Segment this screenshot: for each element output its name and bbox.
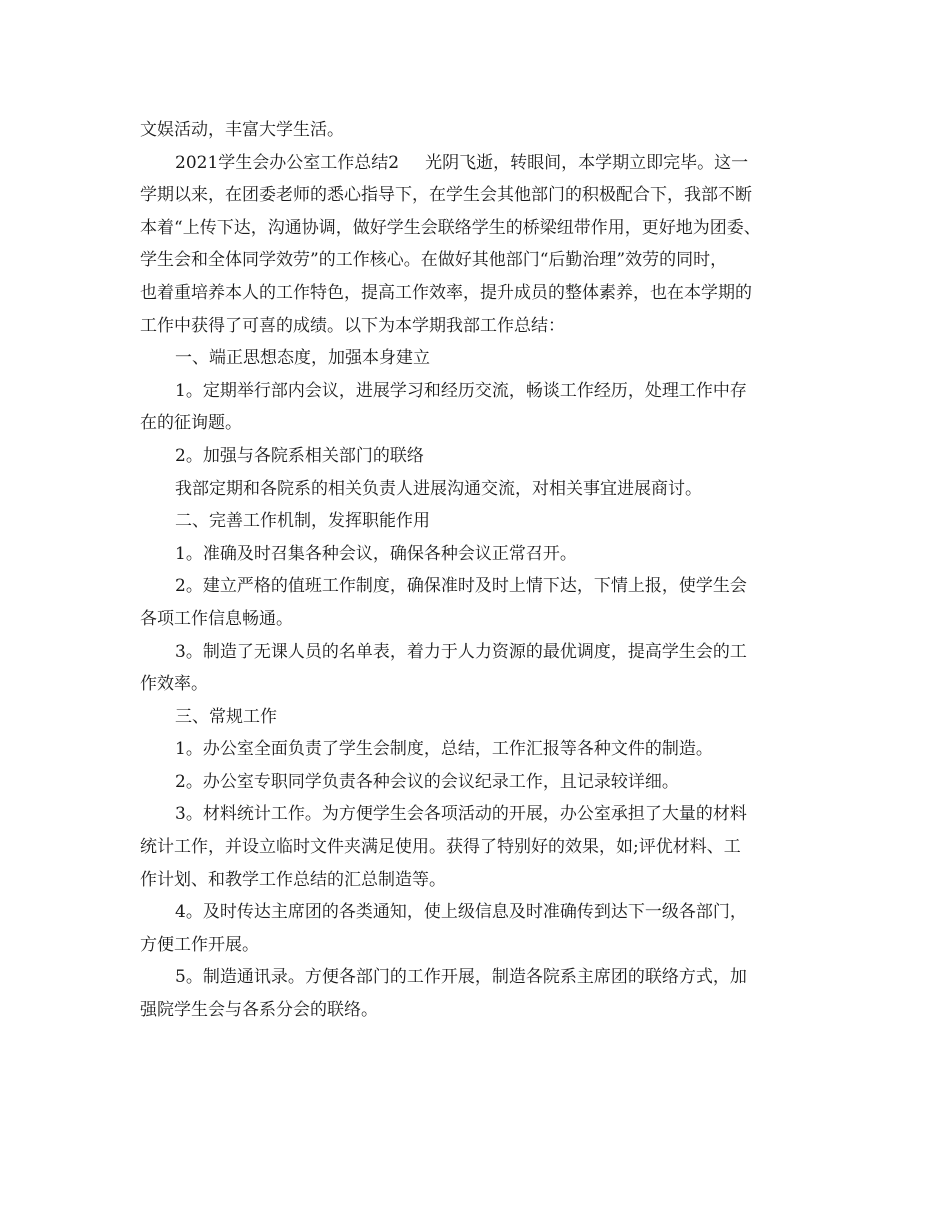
intro-line: 工作中获得了可喜的成绩。以下为本学期我部工作总结：	[140, 315, 565, 336]
opening-line: 文娱活动，丰富大学生活。	[140, 120, 344, 140]
section-3-item-3-cont: 统计工作，并设立临时文件夹满足使用。获得了特别好的效果，如;评优材料、工	[140, 837, 741, 858]
section-1-item-2-heading: 2。加强与各院系相关部门的联络	[175, 445, 424, 466]
section-2-item-1: 1。准确及时召集各种会议，确保各种会议正常召开。	[175, 543, 577, 564]
document-page	[140, 114, 820, 1027]
section-1-item-1: 1。定期举行部内会议，进展学习和经历交流，畅谈工作经历，处理工作中存	[175, 380, 747, 401]
section-3-item-4: 4。及时传达主席团的各类通知，使上级信息及时准确传到达下一级各部门，	[175, 902, 747, 923]
section-2-item-2: 2。建立严格的值班工作制度，确保准时及时上情下达，下情上报，使学生会	[175, 576, 747, 597]
section-1-item-1-cont: 在的征询题。	[140, 413, 242, 434]
section-2-heading: 二、完善工作机制，发挥职能作用	[175, 511, 430, 532]
section-3-item-3: 3。材料统计工作。为方便学生会各项活动的开展，办公室承担了大量的材料	[175, 804, 747, 825]
intro-line: 也着重培养本人的工作特色，提高工作效率，提升成员的整体素养，也在本学期的	[140, 282, 752, 303]
section-3-heading: 三、常规工作	[175, 706, 277, 727]
intro-first-line	[140, 147, 820, 180]
section-3-item-2: 2。办公室专职同学负责各种会议的会议纪录工作，且记录较详细。	[175, 771, 679, 792]
section-3-item-4-cont: 方便工作开展。	[140, 934, 259, 955]
section-1-item-2-body: 我部定期和各院系的相关负责人进展沟通交流，对相关事宜进展商讨。	[175, 478, 702, 499]
section-3-item-5-cont: 强院学生会与各系分会的联络。	[140, 1000, 378, 1021]
section-2-item-3: 3。制造了无课人员的名单表，着力于人力资源的最优调度，提高学生会的工	[175, 641, 747, 662]
section-2-item-3-cont: 作效率。	[140, 674, 208, 695]
intro-line: 学期以来，在团委老师的悉心指导下，在学生会其他部门的积极配合下，我部不断	[140, 185, 752, 206]
section-2-item-2-cont: 各项工作信息畅通。	[140, 608, 293, 629]
intro-line: 学生会和全体同学效劳”的工作核心。在做好其他部门“后勤治理”效劳的同时，	[140, 250, 728, 271]
article-title: 2021学生会办公室工作总结2	[175, 152, 400, 173]
section-3-item-1: 1。办公室全面负责了学生会制度，总结，工作汇报等各种文件的制造。	[175, 739, 713, 760]
section-1-heading: 一、端正思想态度，加强本身建立	[175, 348, 430, 369]
intro-text: 光阴飞逝，转眼间，本学期立即完毕。这一	[425, 152, 749, 173]
intro-line: 本着“上传下达，沟通协调，做好学生会联络学生的桥梁纽带作用，更好地为团委、	[140, 217, 761, 238]
section-3-item-3-cont: 作计划、和教学工作总结的汇总制造等。	[140, 869, 446, 890]
section-3-item-5: 5。制造通讯录。方便各部门的工作开展，制造各院系主席团的联络方式，加	[175, 967, 747, 988]
